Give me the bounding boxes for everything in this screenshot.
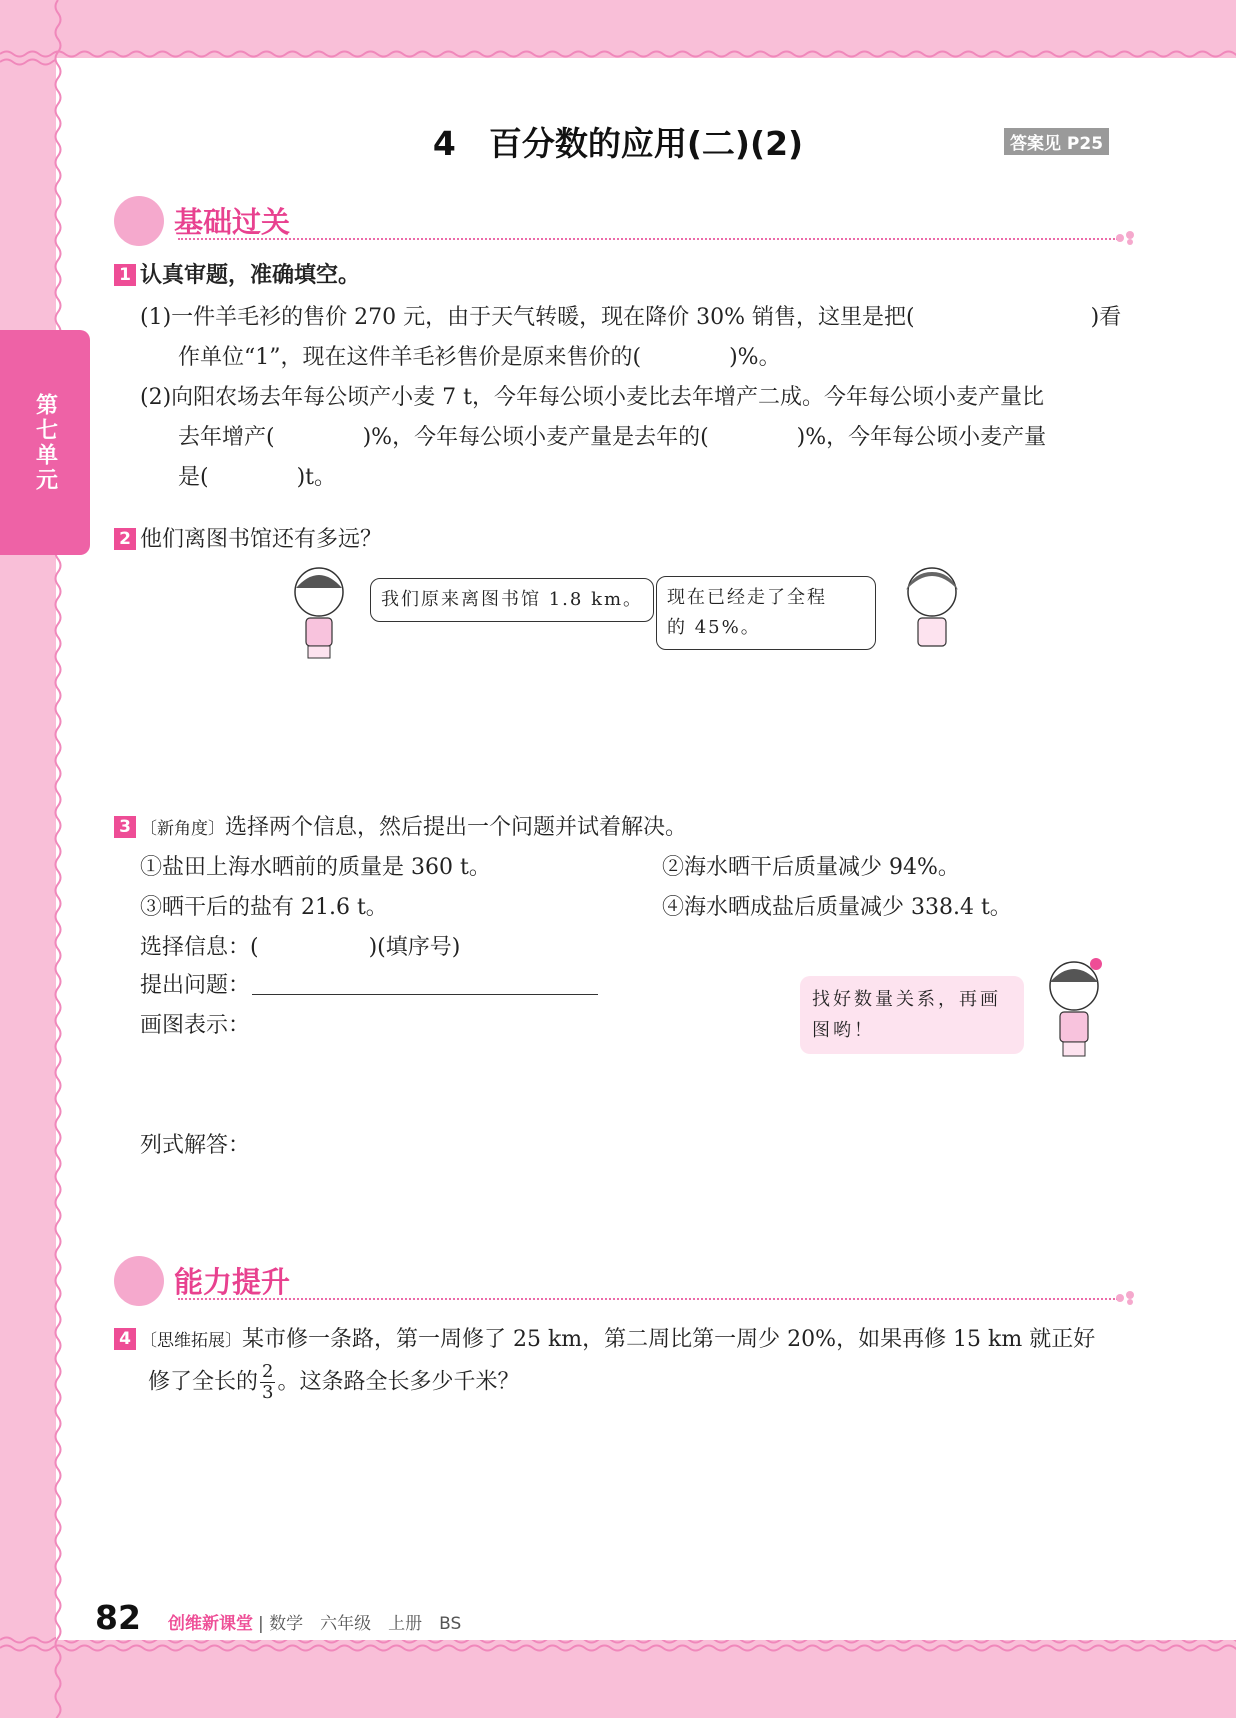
q3-prompt: 3 〔新角度〕选择两个信息，然后提出一个问题并试着解决。 [114,810,687,841]
brand-name: 创维新课堂 [168,1614,253,1634]
dotted-divider [178,238,1118,240]
q1-line1: (1)一件羊毛衫的售价 270 元，由于天气转暖，现在降价 30% 销售，这里是把( )看 [140,305,1122,330]
page-number: 82 [95,1598,141,1637]
unit-tab: 第七单元 [0,330,90,555]
q1-line4: 去年增产( )%，今年每公顷小麦产量是去年的( )%，今年每公顷小麦产量 [178,425,1047,450]
q3-ask-label: 提出问题： [140,973,251,998]
hint-bubble: 找好数量关系，再画 图哟！ [800,976,1024,1054]
page-title: 4 百分数的应用(二)(2) [432,124,804,163]
book-info: | 数学 六年级 上册 BS [258,1614,462,1634]
answer-reference: 答案见 P25 [1004,128,1109,155]
speech-bubble-girl: 我们原来离图书馆 1.8 km。 [370,578,654,622]
q3-info3: ③晒干后的盐有 21.6 t。 [140,895,388,920]
q2-number: 2 [114,528,136,550]
q3-solve-label: 列式解答： [140,1133,251,1158]
q1-line2: 作单位“1”，现在这件羊毛衫售价是原来售价的( )%。 [178,345,781,370]
q3-info2: ②海水晒干后质量减少 94%。 [662,855,960,880]
q1-line3: (2)向阳农场去年每公顷产小麦 7 t，今年每公顷小麦比去年增产二成。今年每公顷小麦产量比 [140,385,1044,410]
dots-ornament-icon [1114,230,1138,246]
q3-select: 选择信息：( )(填序号) [140,935,461,960]
speech-bubble-boy: 现在已经走了全程 的 45%。 [656,576,876,650]
monkey-mascot-icon [114,1256,164,1306]
q3-info1: ①盐田上海水晒前的质量是 360 t。 [140,855,491,880]
q2-prompt: 2 他们离图书馆还有多远？ [114,522,382,553]
section-basic [114,196,1114,248]
section-advanced [114,1256,1114,1308]
q3-draw-label: 画图表示： [140,1013,251,1038]
section-title: 基础过关 [174,205,291,239]
boy-character-icon [890,560,970,660]
q3-answer-line[interactable] [252,994,598,995]
dots-ornament-icon [1114,1290,1138,1306]
q1-line5: 是( )t。 [178,465,337,490]
q4-number: 4 [114,1328,136,1350]
dotted-divider [178,1298,1118,1300]
hint-girl-character-icon [1036,952,1110,1062]
girl-character-icon [284,562,354,662]
q1-prompt: 1 认真审题，准确填空。 [114,258,360,289]
q4-line2: 修了全长的 $\frac{2}{3}$ 。这条路全长多少千米？ [148,1361,520,1403]
q3-info4: ④海水晒成盐后质量减少 338.4 t。 [662,895,1012,920]
section-title: 能力提升 [174,1265,291,1299]
left-wave-border [44,0,74,1718]
fraction: $\frac{2}{3}$ [262,1361,274,1403]
q4-line1: 4 〔思维拓展〕某市修一条路，第一周修了 25 km，第二周比第一周少 20%，如果再修 15 km 就正好 [114,1322,1095,1353]
q1-number: 1 [114,264,136,286]
robot-mascot-icon [114,196,164,246]
q3-number: 3 [114,816,136,838]
